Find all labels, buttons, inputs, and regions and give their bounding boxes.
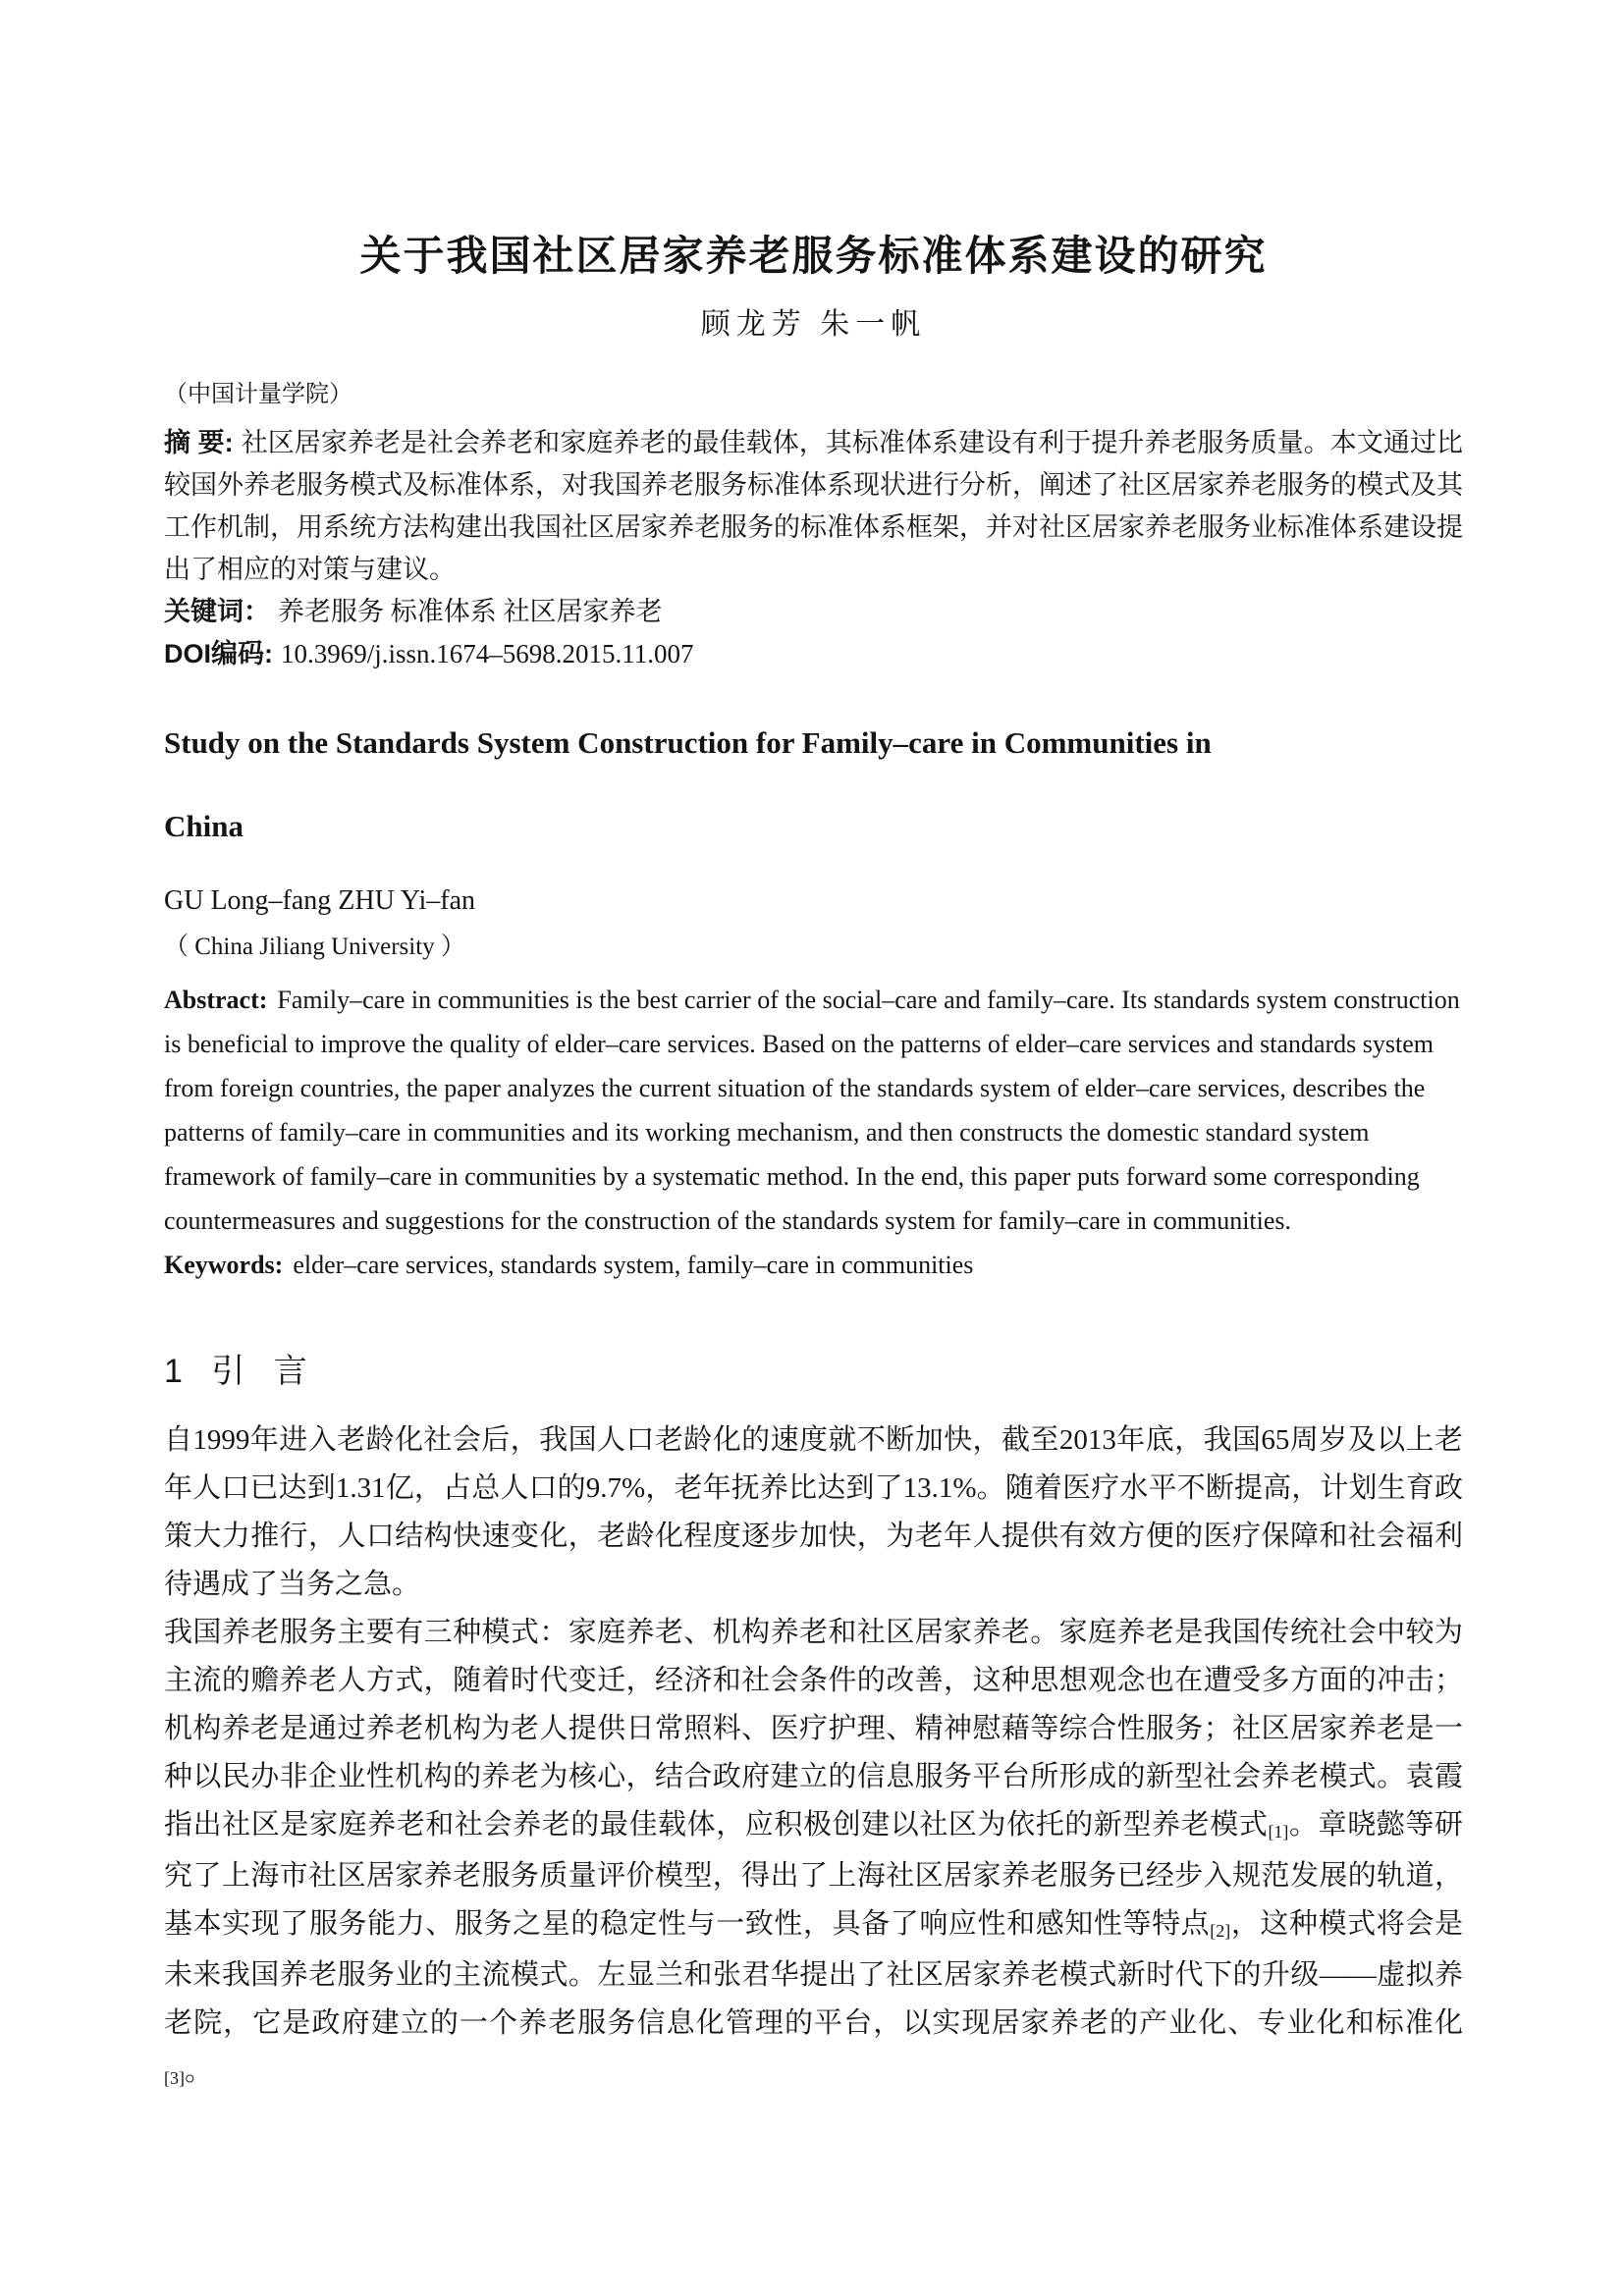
abstract-zh-text: 社区居家养老是社会养老和家庭养老的最佳载体，其标准体系建设有利于提升养老服务质量。本文通过比较国外养老服务模式及标准体系，对我国养老服务标准体系现状进行分析，阐述了社区居家养老服务的模式及其工作机制，用系统方法构建出我国社区居家养老服务的标准体系框架，并对社区居家养老服务业标准体系建设提出了相应的对策与建议。 xyxy=(164,428,1464,584)
section-1-body xyxy=(164,1416,1463,2099)
keywords-en-label: Keywords: xyxy=(164,1251,284,1279)
keywords-zh-text: 养老服务 标准体系 社区居家养老 xyxy=(278,597,663,626)
paper-title-zh: 关于我国社区居家养老服务标准体系建设的研究 xyxy=(359,235,1268,280)
section-1-paragraph-1: 自1999年进入老龄化社会后，我国人口老龄化的速度就不断加快，截至2013年底，我国65周岁及以上老年人口已达到1.31亿，占总人口的9.7%，老年抚养比达到了13.1%。随着医疗水平不断提高，计划生育政策大力推行，人口结构快速变化，老龄化程度逐步加快，为老年人提供有效方便的医疗保障和社会福利待遇成了当务之急。 xyxy=(164,1424,1463,1600)
section-1-paragraph-2: 我国养老服务主要有三种模式：家庭养老、机构养老和社区居家养老。家庭养老是我国传统社会中较为主流的赡养老人方式，随着时代变迁，经济和社会条件的改善，这种思想观念也在遭受多方面的冲击；机构养老是通过养老机构为老人提供日常照料、医疗护理、精神慰藉等综合性服务；社区居家养老是一种以民办非企业性机构的养老为核心，结合政府建立的信息服务平台所形成的新型社会养老模式。袁霞指出社区是家庭养老和社会养老的最佳载体，应积极创建以社区为依托的新型养老模式$_{[1]}$。章晓懿等研究了上海市社区居家养老服务质量评价模型，得出了上海社区居家养老服务已经步入规范发展的轨道，基本实现了服务能力、服务之星的稳定性与一致性，具备了响应性和感知性等特点$_{[2]}$，这种模式将会是未来我国养老服务业的主流模式。左显兰和张君华提出了社区居家养老模式新时代下的升级——虚拟养老院，它是政府建立的一个养老服务信息化管理的平台，以实现居家养老的产业化、专业化和标准化$_{[3]}$。 xyxy=(164,1617,1463,2088)
abstract-zh xyxy=(164,422,1463,591)
abstract-en-text: Family–care in communities is the best carrier of the social–care and family–care. Its standards system construction is beneficial to improve the quality of elder–care services. Based on the patterns of elder–care services and standards system from foreign countries, the paper analyzes the current situation of the standards system of elder–care services, describes the patterns of family–care in communities and its working mechanism, and then constructs the domestic standard system framework of family–care in communities by a systematic method. In the end, this paper puts forward some corresponding countermeasures and suggestions for the construction of the standards system for family–care in communities. xyxy=(164,986,1460,1235)
authors-zh: 顾龙芳 朱一帆 xyxy=(700,308,927,341)
keywords-en xyxy=(164,1243,1463,1287)
paper-title-en-line2: China xyxy=(164,809,244,843)
abstract-zh-label: 摘 要: xyxy=(164,428,234,457)
keywords-zh xyxy=(164,591,1463,633)
keywords-zh-label: 关键词： xyxy=(164,597,270,626)
abstract-en xyxy=(164,978,1463,1243)
section-1-heading: 1 引 言 xyxy=(164,1353,317,1390)
authors-en: GU Long–fang ZHU Yi–fan xyxy=(164,885,476,916)
paper-title-en xyxy=(164,701,1463,868)
doi-line xyxy=(164,633,1463,675)
keywords-en-text: elder–care services, standards system, family–care in communities xyxy=(293,1251,974,1279)
paper-title-en-line1: Study on the Standards System Construction for Family–care in Communities in xyxy=(164,725,1212,760)
doi-value: 10.3969/j.issn.1674–5698.2015.11.007 xyxy=(281,639,694,668)
affiliation-en: （ China Jiliang University ） xyxy=(164,934,465,960)
doi-label: DOI编码: xyxy=(164,639,273,668)
affiliation-zh: （中国计量学院） xyxy=(164,382,352,407)
abstract-en-label: Abstract: xyxy=(164,986,268,1014)
